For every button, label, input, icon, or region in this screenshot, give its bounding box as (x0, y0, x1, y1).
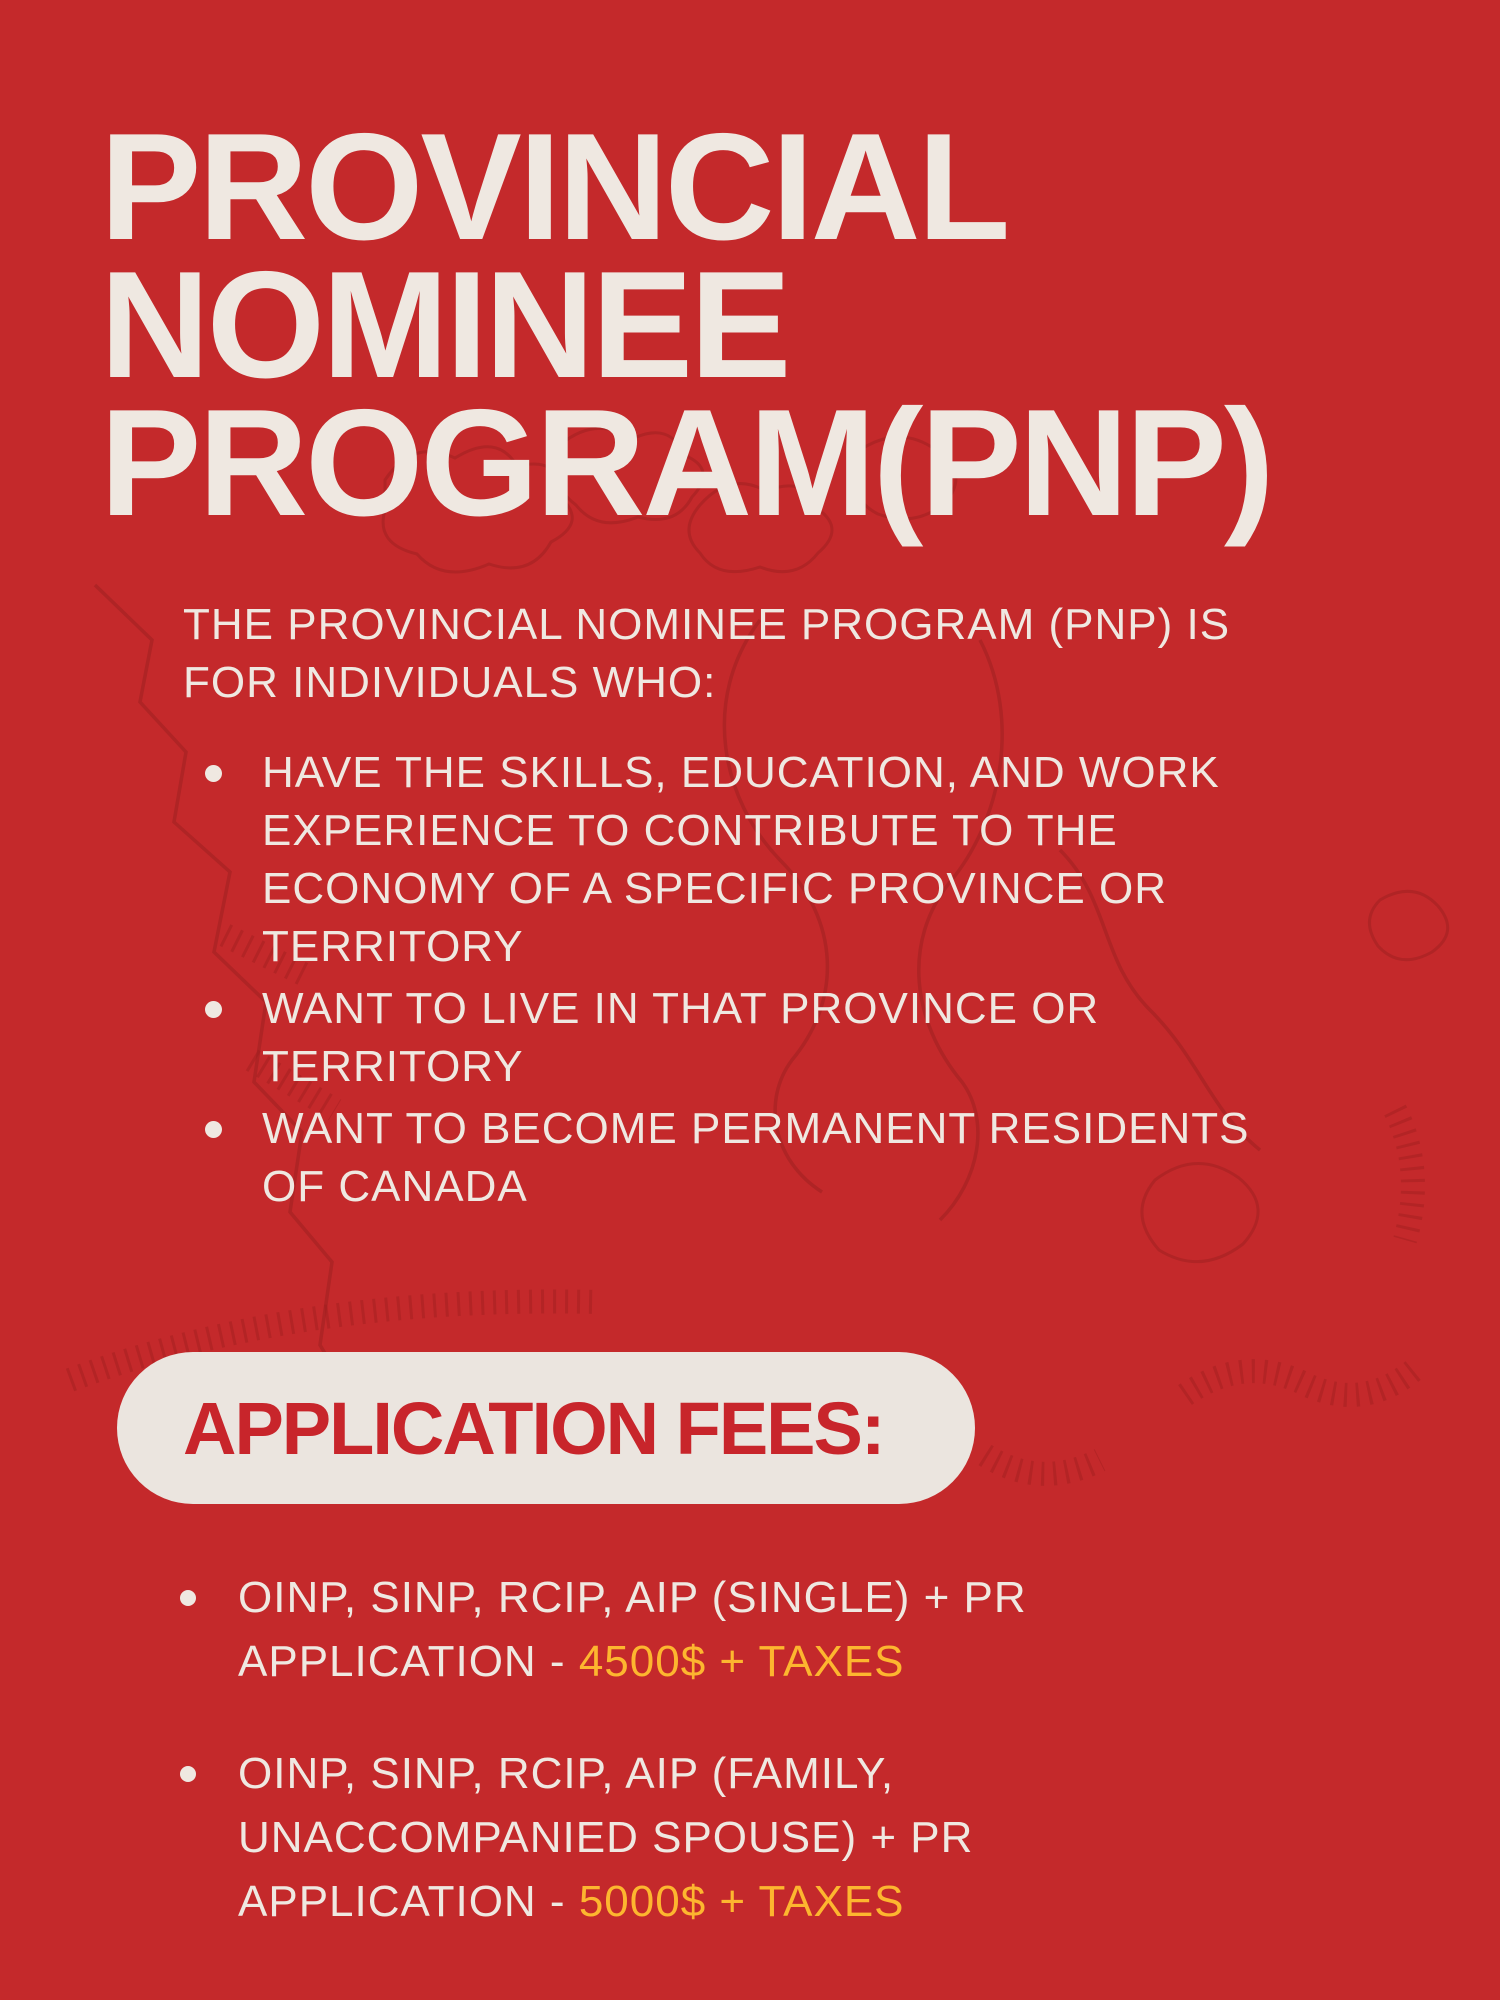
eligibility-list (205, 744, 1249, 1220)
eligibility-bullet-1-line-1: HAVE THE SKILLS, EDUCATION, AND WORK (262, 748, 1220, 797)
application-fees-heading: APPLICATION FEES: (183, 1386, 884, 1470)
title-line-2: NOMINEE (100, 240, 789, 410)
eligibility-bullet-2-line-1: WANT TO LIVE IN THAT PROVINCE OR (262, 984, 1100, 1033)
bullet-dot-icon (180, 1766, 196, 1782)
list-item (180, 1742, 1027, 1934)
bullet-dot-icon (180, 1590, 196, 1606)
eligibility-bullet-1-line-2: EXPERIENCE TO CONTRIBUTE TO THE (262, 806, 1118, 855)
list-item (180, 1566, 1027, 1694)
fee-2-line-1: OINP, SINP, RCIP, AIP (FAMILY, (238, 1749, 895, 1798)
fee-1-price: 4500$ + TAXES (578, 1637, 905, 1686)
list-item (205, 1100, 1249, 1216)
fee-1-line-2 (238, 1630, 1027, 1694)
intro-line-2: FOR INDIVIDUALS WHO: (183, 658, 717, 707)
bullet-dot-icon (205, 1121, 222, 1138)
title-line-1: PROVINCIAL (100, 102, 1008, 272)
eligibility-bullet-1-line-4: TERRITORY (262, 922, 524, 971)
page-title (100, 102, 1272, 548)
eligibility-bullet-1-line-3: ECONOMY OF A SPECIFIC PROVINCE OR (262, 864, 1168, 913)
fee-2-line-3 (238, 1870, 973, 1934)
bullet-dot-icon (205, 765, 222, 782)
list-item (205, 980, 1249, 1096)
intro-line-1: THE PROVINCIAL NOMINEE PROGRAM (PNP) IS (183, 600, 1231, 649)
intro-paragraph (183, 596, 1230, 712)
fee-2-prefix: APPLICATION - (238, 1877, 579, 1926)
fee-2-price: 5000$ + TAXES (578, 1877, 905, 1926)
fee-2-line-2: UNACCOMPANIED SPOUSE) + PR (238, 1813, 974, 1862)
eligibility-bullet-2-line-2: TERRITORY (262, 1042, 524, 1091)
fee-1-prefix: APPLICATION - (238, 1637, 579, 1686)
eligibility-bullet-3-line-1: WANT TO BECOME PERMANENT RESIDENTS (262, 1104, 1250, 1153)
eligibility-bullet-3-line-2: OF CANADA (262, 1162, 528, 1211)
title-line-3: PROGRAM(PNP) (100, 378, 1272, 548)
application-fees-banner (117, 1352, 975, 1504)
fees-list (180, 1566, 1027, 1982)
fee-1-line-1: OINP, SINP, RCIP, AIP (SINGLE) + PR (238, 1573, 1027, 1622)
list-item (205, 744, 1249, 976)
bullet-dot-icon (205, 1001, 222, 1018)
